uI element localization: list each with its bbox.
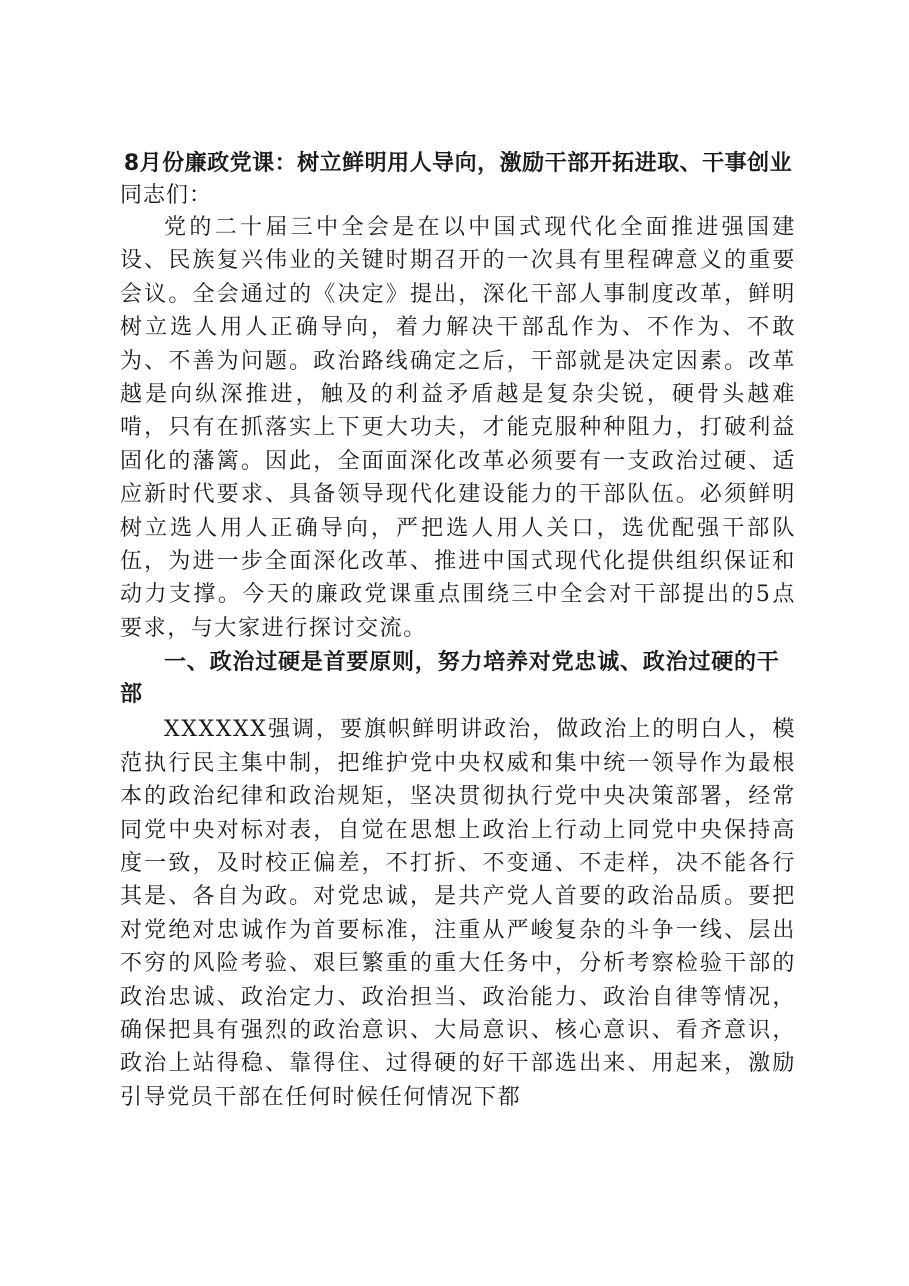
salutation: 同志们： bbox=[120, 183, 213, 208]
document-content bbox=[120, 148, 796, 1114]
intro-paragraph: 党的二十届三中全会是在以中国式现代化全面推进强国建设、民族复兴伟业的关键时期召开的一次具有里程碑意义的重要会议。全会通过的《决定》提出，深化干部人事制度改革，鲜明树立选人用人正确导向，着力解决干部乱作为、不作为、不敢为、不善为问题。政治路线确定之后，干部就是决定因素。改革越是向纵深推进，触及的利益矛盾越是复杂尖锐，硬骨头越难啃，只有在抓落实上下更大功夫，才能克服种种阻力，打破利益固化的藩篱。因此，全面面深化改革必须要有一支政治过硬、适应新时代要求、具备领导现代化建设能力的干部队伍。必须鲜明树立选人用人正确导向，严把选人用人关口，选优配强干部队伍，为进一步全面深化改革、推进中国式现代化提供组织保证和动力支撑。今天的廉政党课重点围绕三中全会对干部提出的5点要求，与大家进行探讨交流。 bbox=[120, 215, 796, 641]
document-title: 8月份廉政党课：树立鲜明用人导向，激励干部开拓进取、干事创业 bbox=[123, 151, 793, 176]
section-body-1: XXXXXX强调，要旗帜鲜明讲政治，做政治上的明白人，模范执行民主集中制，把维护党中央权威和集中统一领导作为最根本的政治纪律和政治规矩，坚决贯彻执行党中央决策部署，经常同党中央对标对表，自觉在思想上政治上行动上同党中央保持高度一致，及时校正偏差，不打折、不变通、不走样，决不能各行其是、各自为政。对党忠诚，是共产党人首要的政治品质。要把对党绝对忠诚作为首要标准，注重从严峻复杂的斗争一线、层出不穷的风险考验、艰巨繁重的重大任务中，分析考察检验干部的政治忠诚、政治定力、政治担当、政治能力、政治自律等情况，确保把具有强烈的政治意识、大局意识、核心意识、看齐意识，政治上站得稳、靠得住、过得硬的好干部选出来、用起来，激励引导党员干部在任何时候任何情况下都 bbox=[120, 717, 796, 1110]
section-heading-1: 一、政治过硬是首要原则，努力培养对党忠诚、政治过硬的干部 bbox=[120, 650, 780, 708]
